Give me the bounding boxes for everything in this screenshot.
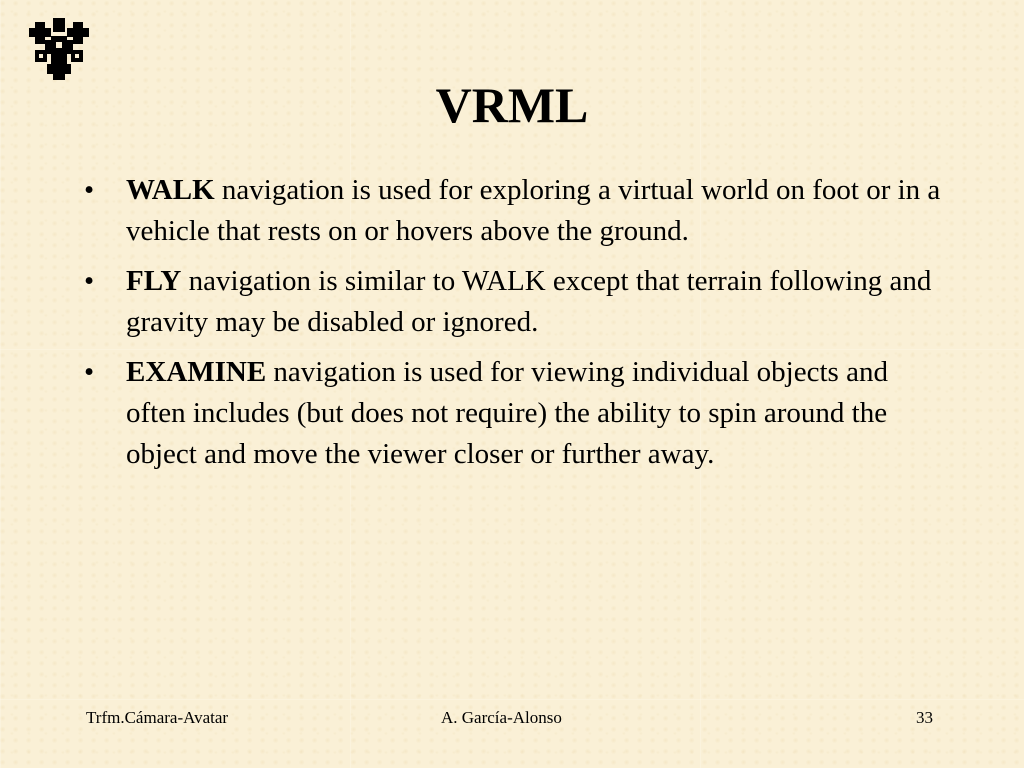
footer-author: A. García-Alonso [441,708,562,727]
bullet-marker: • [84,356,95,388]
bullet-text: navigation is used for exploring a virtual world on foot or in a vehicle that rests on or hovers above the ground. [126,174,941,247]
footer-page-number: 33 [916,708,933,727]
bullet-text: navigation is used for viewing individual objects and often includes (but does not require) the ability to spin around the object and move the viewer closer or further away. [126,356,888,470]
bullet-examine [84,352,954,475]
bullet-list [84,170,954,484]
footer-course-title: Trfm.Cámara-Avatar [86,708,229,727]
bullet-fly [84,261,954,343]
bullet-text: navigation is similar to WALK except that terrain following and gravity may be disabled or ignored. [126,265,932,338]
university-logo-icon [27,18,91,80]
bullet-keyword: WALK [126,174,215,206]
bullet-walk [84,170,954,252]
bullet-keyword: FLY [126,265,182,297]
bullet-keyword: EXAMINE [126,356,267,388]
slide-title: VRML [435,77,589,133]
bullet-marker: • [84,174,95,206]
bullet-marker: • [84,265,95,297]
